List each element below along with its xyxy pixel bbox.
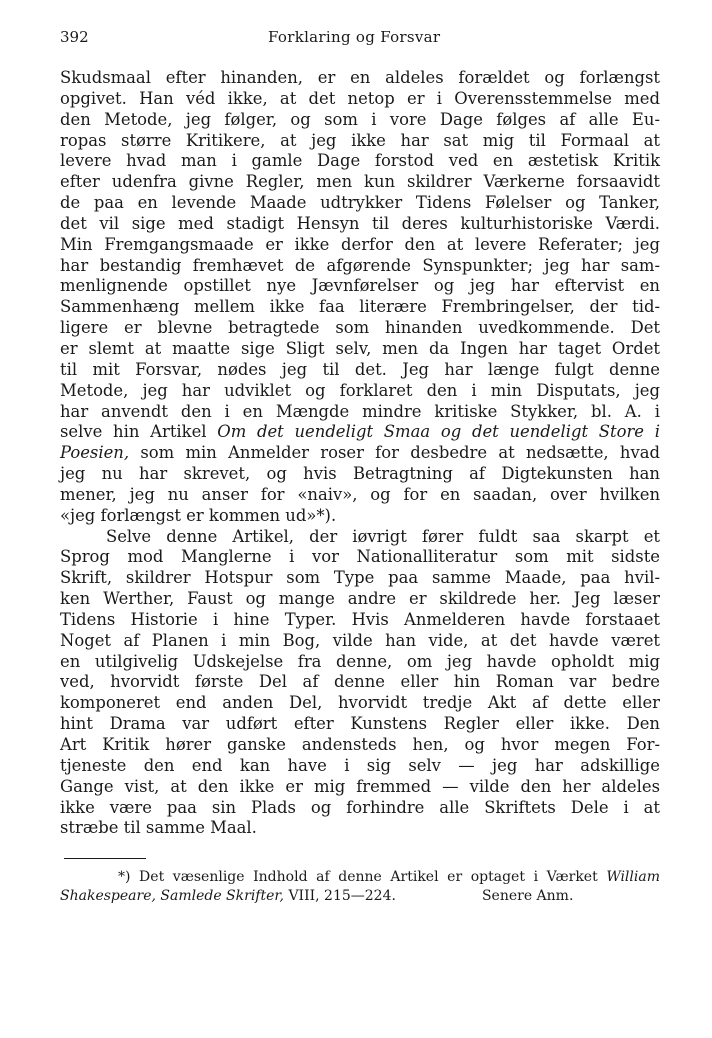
- text-line: ropas større Kritikere, at jeg ikke har sat mig til Formaal at: [60, 130, 660, 150]
- text-line: komponeret end anden Del, hvorvidt tredje Akt af dette eller: [60, 693, 660, 713]
- text-line: det vil sige med stadigt Hensyn til deres kulturhistoriske Værdi.: [60, 213, 660, 233]
- line-text: som min Anmelder roser for desbedre at nedsætte, hvad: [129, 443, 660, 463]
- text-line: har bestandig fremhævet de afgørende Synspunkter; jeg har sam-: [60, 255, 660, 275]
- text-line: til mit Forsvar, nødes jeg til det. Jeg har længe fulgt denne: [60, 359, 660, 379]
- running-title: Forklaring og Forsvar: [268, 28, 441, 46]
- text-line: jeg nu har skrevet, og hvis Betragtning af Digtekunsten han: [60, 464, 660, 484]
- text-line: efter udenfra givne Regler, men kun skildrer Værkerne forsaavidt: [60, 172, 660, 192]
- text-line-with-title: [60, 443, 660, 464]
- text-line: de paa en levende Maade udtrykker Tidens Følelser og Tanker,: [60, 193, 660, 213]
- footnote-text: *) Det væsenlige Indhold af denne Artikel er optaget i Værket: [118, 869, 607, 886]
- text-line: Skrift, skildrer Hotspur som Type paa samme Maade, paa hvil-: [60, 568, 660, 588]
- text-line: den Metode, jeg følger, og som i vore Dage følges af alle Eu-: [60, 109, 660, 129]
- text-line: menlignende opstillet nye Jævnførelser og jeg har eftervist en: [60, 276, 660, 296]
- text-line: hint Drama var udført efter Kunstens Regler eller ikke. Den: [60, 714, 660, 734]
- footnote: [60, 868, 660, 906]
- text-line: Noget af Planen i min Bog, vilde han vide, at det havde været: [60, 630, 660, 650]
- text-line: ved, hvorvidt første Del af denne eller hin Roman var bedre: [60, 672, 660, 692]
- book-page: [60, 28, 660, 906]
- text-line: ikke være paa sin Plads og forhindre alle Skriftets Dele i at: [60, 797, 660, 817]
- article-title-end: Poesien,: [60, 443, 130, 463]
- footnote-line: [60, 868, 660, 887]
- text-line-with-title: [60, 422, 660, 443]
- footnote-work-title: William: [606, 869, 660, 886]
- footnote-later-note: Senere Anm.: [481, 888, 574, 905]
- body-text: [60, 68, 660, 839]
- text-line: Sammenhæng mellem ikke faa literære Frembringelser, der tid-: [60, 297, 660, 317]
- footnote-work-title-end: Shakespeare, Samlede Skrifter,: [60, 888, 284, 905]
- text-line: har anvendt den i en Mængde mindre kritiske Stykker, bl. A. i: [60, 401, 660, 421]
- footnote-reference: VIII, 215—224.: [284, 888, 396, 905]
- line-text: selve hin Artikel: [60, 422, 218, 442]
- text-line: levere hvad man i gamle Dage forstod ved en æstetisk Kritik: [60, 151, 660, 171]
- text-line: Tidens Historie i hine Typer. Hvis Anmelderen havde forstaaet: [60, 609, 660, 629]
- text-line: opgivet. Han véd ikke, at det netop er i Overensstemmelse med: [60, 88, 660, 108]
- page-header: [60, 28, 660, 50]
- text-line: Min Fremgangsmaade er ikke derfor den at levere Referater; jeg: [60, 234, 660, 254]
- text-line: Metode, jeg har udviklet og forklaret den i min Disputats, jeg: [60, 380, 660, 400]
- text-line: ligere er blevne betragtede som hinanden uvedkommende. Det: [60, 318, 660, 338]
- text-line: ken Werther, Faust og mange andre er skildrede her. Jeg læser: [60, 589, 660, 609]
- footnote-line: [60, 887, 660, 906]
- text-line: Sprog mod Manglerne i vor Nationalliteratur som mit sidste: [60, 547, 660, 567]
- text-line: Gange vist, at den ikke er mig fremmed — vilde den her aldeles: [60, 776, 660, 796]
- text-line: en utilgivelig Udskejelse fra denne, om jeg havde opholdt mig: [60, 651, 660, 671]
- text-line: Skudsmaal efter hinanden, er en aldeles forældet og forlængst: [60, 68, 660, 87]
- text-line: tjeneste den end kan have i sig selv — jeg har adskillige: [60, 755, 660, 775]
- text-line-indented: Selve denne Artikel, der iøvrigt fører fuldt saa skarpt et: [106, 526, 660, 546]
- text-line: mener, jeg nu anser for «naiv», og for en saadan, over hvilken: [60, 484, 660, 504]
- text-line-paragraph-end: «jeg forlængst er kommen ud»*).: [60, 505, 337, 525]
- text-line: Art Kritik hører ganske andensteds hen, og hvor megen For-: [60, 735, 660, 754]
- article-title: Om det uendeligt Smaa og det uendeligt Store i: [217, 422, 660, 442]
- footnote-divider: [64, 858, 146, 859]
- page-number: 392: [60, 28, 89, 46]
- text-line-paragraph-end: stræbe til samme Maal.: [60, 818, 257, 838]
- text-line: er slemt at maatte sige Sligt selv, men da Ingen har taget Ordet: [60, 338, 660, 358]
